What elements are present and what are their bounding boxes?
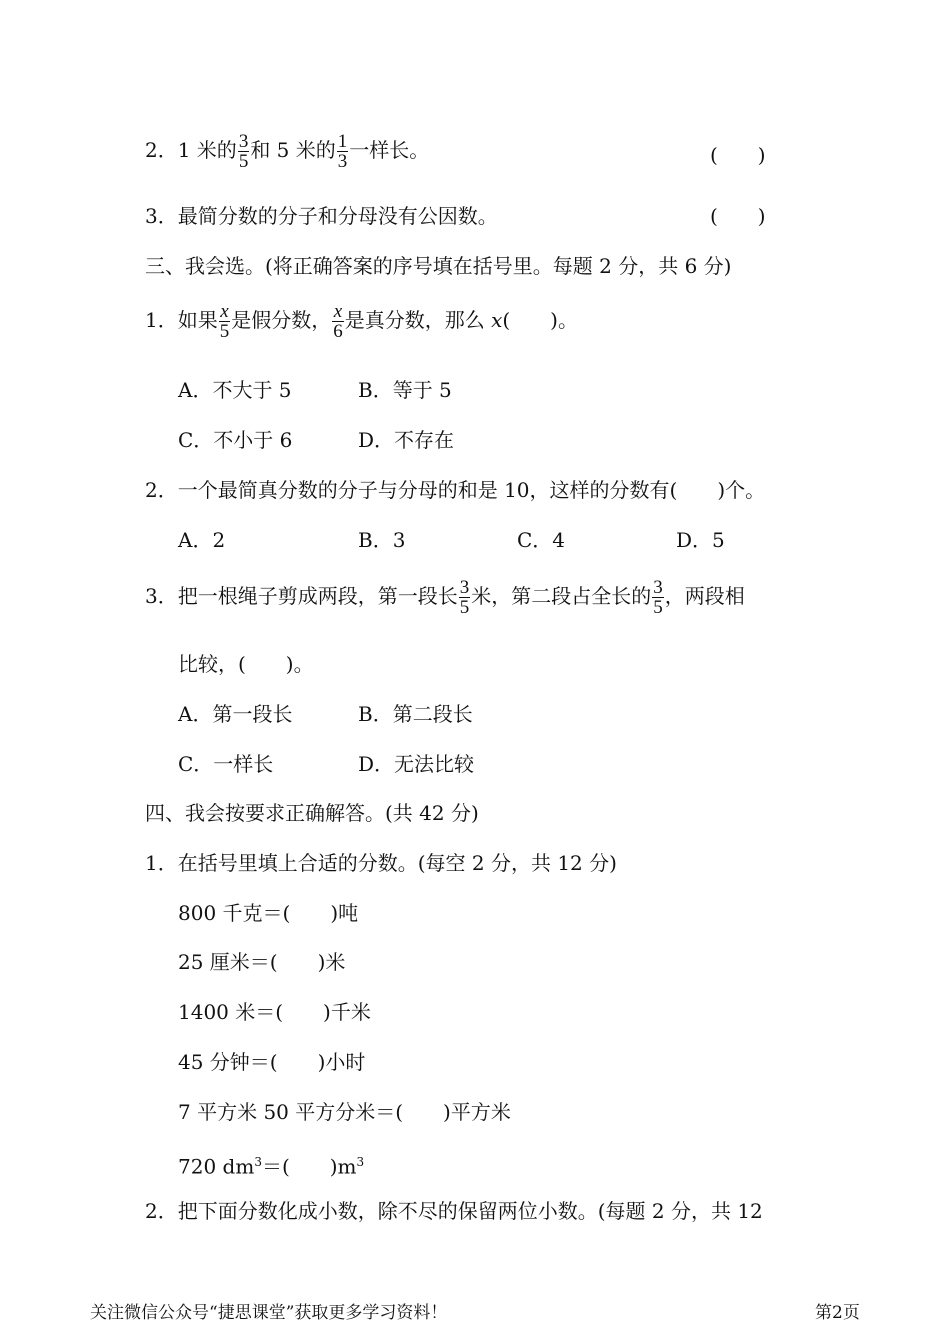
conversion-item: 720 $dm^3=$( )$m^3$ [178,1154,365,1179]
option-d: D．无法比较 [358,752,475,776]
conversion-item: 1400 米＝( )千米 [178,1000,371,1024]
conversion-item: 45 分钟＝( )小时 [178,1050,366,1074]
option-c: C．4 [517,528,566,552]
answer-paren: ( ) [710,143,766,167]
fraction-one-third: $\frac{1}{3}$ [337,131,348,172]
question-3-2: 2．一个最简真分数的分子与分母的和是 10，这样的分数有( )个。 [145,478,766,502]
option-a: A．第一段长 [178,702,293,726]
conversion-item: 800 千克＝( )吨 [178,901,359,925]
question-3-3: 3．把一根绳子剪成两段，第一段长 $\frac{3}{5}$ 米，第二段占全长的 $\frac{3}{5}$ ，两段相 [145,577,745,618]
section-3-title: 三、我会选。(将正确答案的序号填在括号里。每题 2 分，共 6 分) [145,254,732,278]
fraction-three-fifths: $\frac{3}{5}$ [238,131,249,172]
option-c: C．不小于 6 [178,428,293,452]
question-4-1: 1．在括号里填上合适的分数。(每空 2 分，共 12 分) [145,851,617,875]
fraction-x-fifths: $\frac{x}{5}$ [219,301,230,342]
option-b: B．3 [358,528,406,552]
footer-promo: 关注微信公众号“捷思课堂”获取更多学习资料！ [90,1303,448,1323]
fraction-three-fifths: $\frac{3}{5}$ [459,577,470,618]
option-a: A．2 [178,528,226,552]
option-b: B．第二段长 [358,702,473,726]
conversion-item: 7 平方米 50 平方分米＝( )平方米 [178,1100,511,1124]
option-d: D．不存在 [358,428,455,452]
question-2-3: 3．最简分数的分子和分母没有公因数。 [145,204,498,228]
question-3-3-continued: 比较，( )。 [178,652,314,676]
option-b: B．等于 5 [358,378,452,402]
option-a: A．不大于 5 [178,378,292,402]
option-d: D．5 [676,528,725,552]
page-number: 第2页 [815,1303,860,1323]
fraction-x-sixths: $\frac{x}{6}$ [333,301,343,342]
question-4-2: 2．把下面分数化成小数，除不尽的保留两位小数。(每题 2 分，共 12 [145,1199,763,1223]
conversion-item: 25 厘米＝( )米 [178,950,346,974]
question-3-1: 1．如果 $\frac{x}{5}$ 是假分数， $\frac{x}{6}$ 是真分数，那么 x( )。 [145,301,578,342]
fraction-three-fifths: $\frac{3}{5}$ [653,577,663,618]
question-2-2: 2．1 米的 $\frac{3}{5}$ 和 5 米的 $\frac{1}{3}$ 一样长。 [145,131,430,172]
option-c: C．一样长 [178,752,274,776]
answer-paren: ( ) [710,204,766,228]
section-4-title: 四、我会按要求正确解答。(共 42 分) [145,801,479,825]
